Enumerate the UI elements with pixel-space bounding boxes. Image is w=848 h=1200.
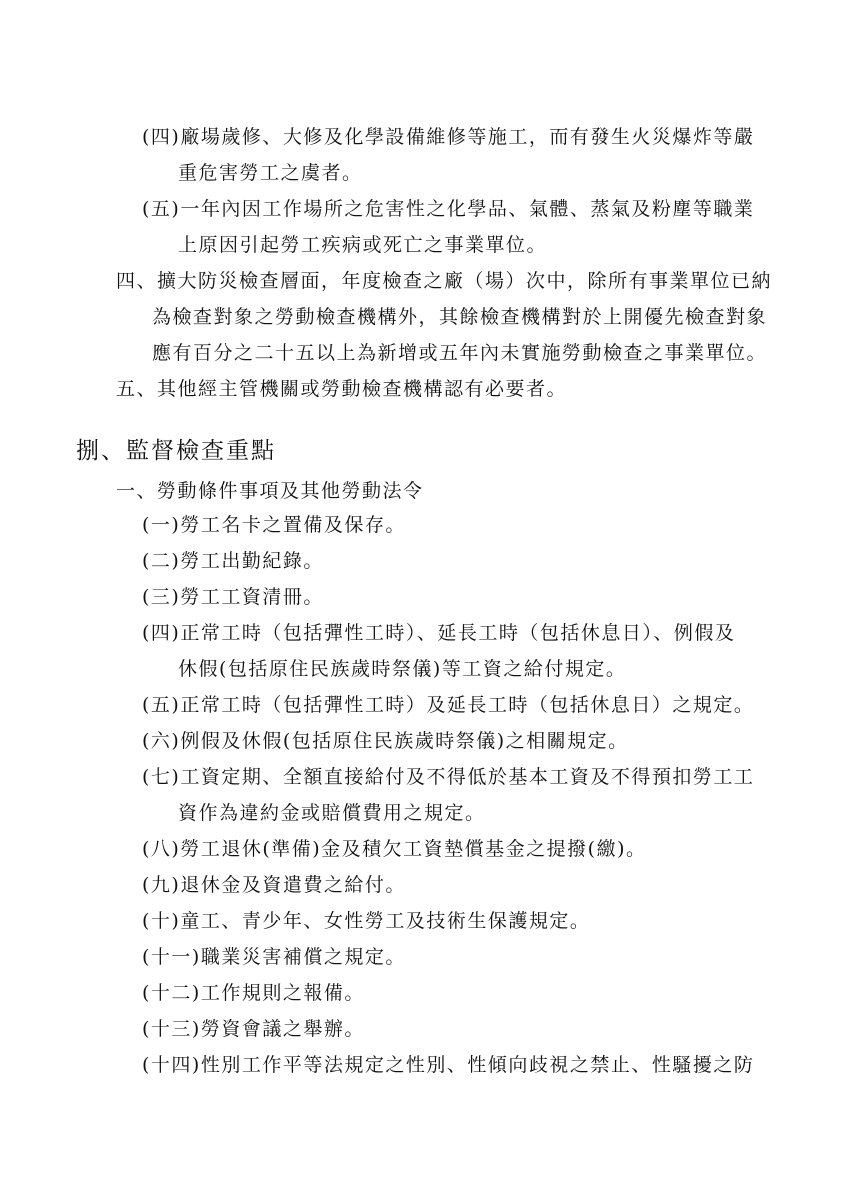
text-line: (五)一年內因工作場所之危害性之化學品、氣體、蒸氣及粉塵等職業 [142,198,755,220]
text-line: 重危害勞工之虞者。 [178,162,363,184]
list-item: (四)正常工時（包括彈性工時）、延長工時（包括休息日）、例假及 [142,622,736,644]
text-line: (四)廠場歲修、大修及化學設備維修等施工，而有發生火災爆炸等嚴 [142,126,755,148]
list-item: (三)勞工工資清冊。 [142,586,324,608]
list-item: (二)勞工出勤紀錄。 [142,550,324,572]
text-line: 為檢查對象之勞動檢查機構外，其餘檢查機構對於上開優先檢查對象 [152,306,768,328]
section-heading: 捌、監督檢查重點 [76,438,276,464]
text-line: 四、擴大防災檢查層面，年度檢查之廠（場）次中，除所有事業單位已納 [116,270,773,292]
list-item: (十)童工、青少年、女性勞工及技術生保護規定。 [142,910,591,932]
list-item: (五)正常工時（包括彈性工時）及延長工時（包括休息日）之規定。 [142,694,755,716]
list-item: (十三)勞資會議之舉辦。 [142,1018,365,1040]
list-item: 一、勞動條件事項及其他勞動法令 [116,480,424,502]
list-item: (九)退休金及資遣費之給付。 [142,874,406,896]
list-item: (八)勞工退休(準備)金及積欠工資墊償基金之提撥(繳)。 [142,838,647,860]
list-item: (七)工資定期、全額直接給付及不得低於基本工資及不得預扣勞工工 [142,766,755,788]
list-item: 休假(包括原住民族歲時祭儀)等工資之給付規定。 [178,658,627,680]
list-item: (十一)職業災害補償之規定。 [142,946,406,968]
text-line: 應有百分之二十五以上為新增或五年內未實施勞動檢查之事業單位。 [152,342,768,364]
list-item: (六)例假及休假(包括原住民族歲時祭儀)之相關規定。 [142,730,629,752]
list-item: 資作為違約金或賠償費用之規定。 [178,802,486,824]
list-item: (十四)性別工作平等法規定之性別、性傾向歧視之禁止、性騷擾之防 [142,1054,755,1076]
text-line: 上原因引起勞工疾病或死亡之事業單位。 [178,234,548,256]
list-item: (十二)工作規則之報備。 [142,982,365,1004]
text-line: 五、其他經主管機關或勞動檢查機構認有必要者。 [116,378,568,400]
list-item: (一)勞工名卡之置備及保存。 [142,514,406,536]
